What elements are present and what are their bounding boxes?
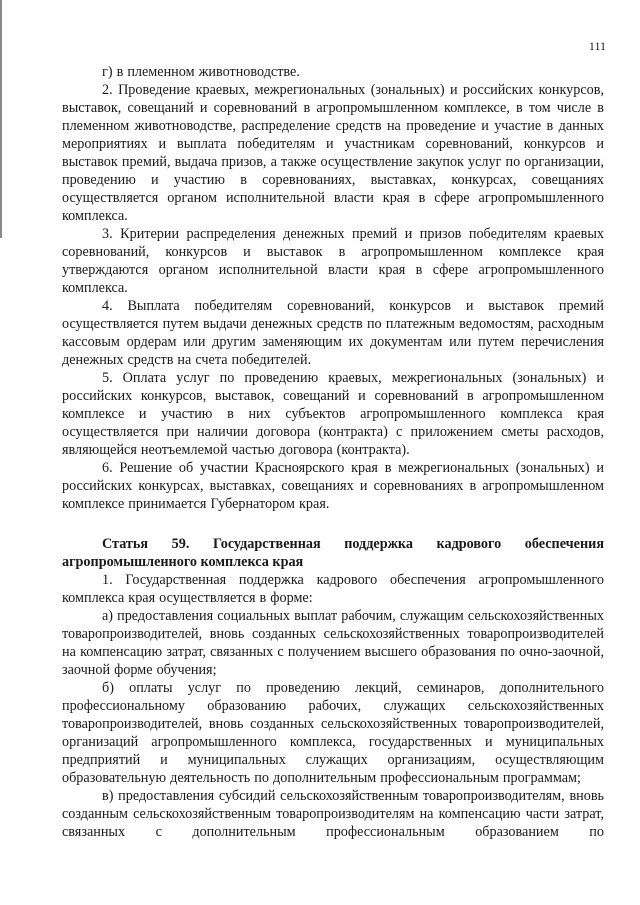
page-number: 111 <box>588 39 606 53</box>
paragraph-6: 6. Решение об участии Красноярского края в межрегиональных (зональных) и российских конкурсах, выставках, совещаниях и соревнованиях в агропромышленном комплексе принимается Губернатором края. <box>62 460 604 512</box>
scan-edge-line <box>0 0 2 238</box>
paragraph-5: 5. Оплата услуг по проведению краевых, межрегиональных (зональных) и российских конкурсов, выставок, совещаний и соревнований в агропромышленном комплексе и участию в них субъектов агропромышленного комплекса края осуществляется при наличии договора (контракта) с приложением сметы расходов, являющейся неотъемлемой частью договора (контракта). <box>62 370 604 458</box>
paragraph-2: 2. Проведение краевых, межрегиональных (зональных) и российских конкурсов, выставок, совещаний и соревнований в агропромышленном комплексе, в том числе в племенном животноводстве, распределение средств на проведение и участие в данных мероприятиях и выплата победителям и участникам соревнований, конкурсов и выставок премий, выдача призов, а также осуществление закупок услуг по организации, проведению и участию в соревнованиях, выставках, конкурсах, совещаниях осуществляется органом исполнительной власти края в сфере агропромышленного комплекса. <box>62 82 604 224</box>
paragraph-3: 3. Критерии распределения денежных премий и призов победителям краевых соревнований, конкурсов и выставок в агропромышленном комплексе края утверждаются органом исполнительной власти края в сфере агропромышленного комплекса. <box>62 226 604 296</box>
article-59-item-b: б) оплаты услуг по проведению лекций, семинаров, дополнительного профессиональному образованию рабочих, служащих сельскохозяйственных товаропроизводителей, вновь созданных сельскохозяйственных товаропроизводителей, организаций агропромышленного комплекса, государственных и муниципальных предприятий и муниципальных служащих организациям, осуществляющим образовательную деятельность по дополнительным профессиональным программам; <box>62 680 604 786</box>
article-59-paragraph-1: 1. Государственная поддержка кадрового обеспечения агропромышленного комплекса края осуществляется в форме: <box>62 572 604 606</box>
paragraph-4: 4. Выплата победителям соревнований, конкурсов и выставок премий осуществляется путем выдачи денежных средств по платежным ведомостям, расходным кассовым ордерам или другим заменяющим их документам или путем перечисления денежных средств на счета победителей. <box>62 298 604 368</box>
paragraph-item-g: г) в племенном животноводстве. <box>102 64 300 80</box>
article-59-item-v: в) предоставления субсидий сельскохозяйственным товаропроизводителям, вновь созданным сельскохозяйственным товаропроизводителям на компенсацию части затрат, связанных с дополнительным профессиональным образованием по <box>62 788 604 840</box>
document-body <box>62 63 604 841</box>
article-59-item-a: а) предоставления социальных выплат рабочим, служащим сельскохозяйственных товаропроизводителей, вновь созданных сельскохозяйственных товаропроизводителей на компенсацию затрат, связанных с получением высшего образования по очно-заочной, заочной форме обучения; <box>62 608 604 678</box>
article-59-heading: Статья 59. Государственная поддержка кадрового обеспечения агропромышленного комплекса края <box>62 536 604 570</box>
